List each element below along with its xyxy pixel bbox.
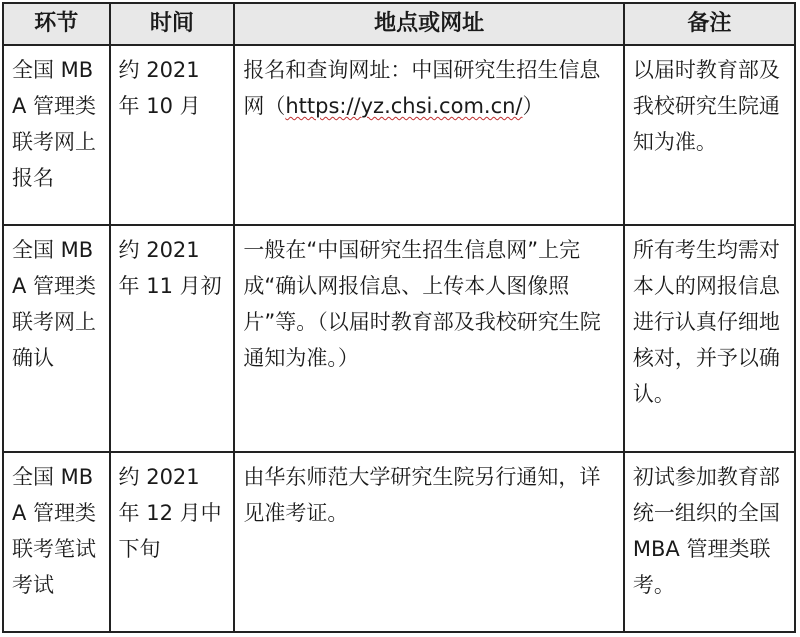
table-row: [3, 225, 795, 451]
cell-time: 约 2021 年 11 月初: [110, 225, 235, 451]
cell-note: 以届时教育部及我校研究生院通知为准。: [624, 45, 795, 225]
cell-location: 一般在“中国研究生招生信息网”上完成“确认网报信息、上传本人图像照片”等。（以届时教育部及我校研究生院通知为准。）: [234, 225, 624, 451]
cell-stage: 全国 MBA 管理类联考网上报名: [3, 45, 110, 225]
schedule-table: [2, 2, 796, 633]
header-stage: 环节: [3, 3, 110, 45]
table-header-row: [3, 3, 795, 45]
location-text: 报名和查询网址：中国研究生招生信息网（: [243, 58, 601, 118]
cell-time: 约 2021 年 10 月: [110, 45, 235, 225]
cell-note: 所有考生均需对本人的网报信息进行认真仔细地核对，并予以确认。: [624, 225, 795, 451]
cell-location: [234, 45, 624, 225]
cell-time: 约 2021 年 12 月中下旬: [110, 452, 235, 632]
header-time: 时间: [110, 3, 235, 45]
header-note: 备注: [624, 3, 795, 45]
cell-note: 初试参加教育部统一组织的全国 MBA 管理类联考。: [624, 452, 795, 632]
table-row: [3, 45, 795, 225]
cell-stage: 全国 MBA 管理类联考网上确认: [3, 225, 110, 451]
registration-url-link[interactable]: https://yz.chsi.com.cn/: [285, 94, 523, 118]
table-row: [3, 452, 795, 632]
location-text-end: ）: [522, 94, 544, 118]
cell-location: 由华东师范大学研究生院另行通知，详见准考证。: [234, 452, 624, 632]
header-location: 地点或网址: [234, 3, 624, 45]
cell-stage: 全国 MBA 管理类联考笔试考试: [3, 452, 110, 632]
